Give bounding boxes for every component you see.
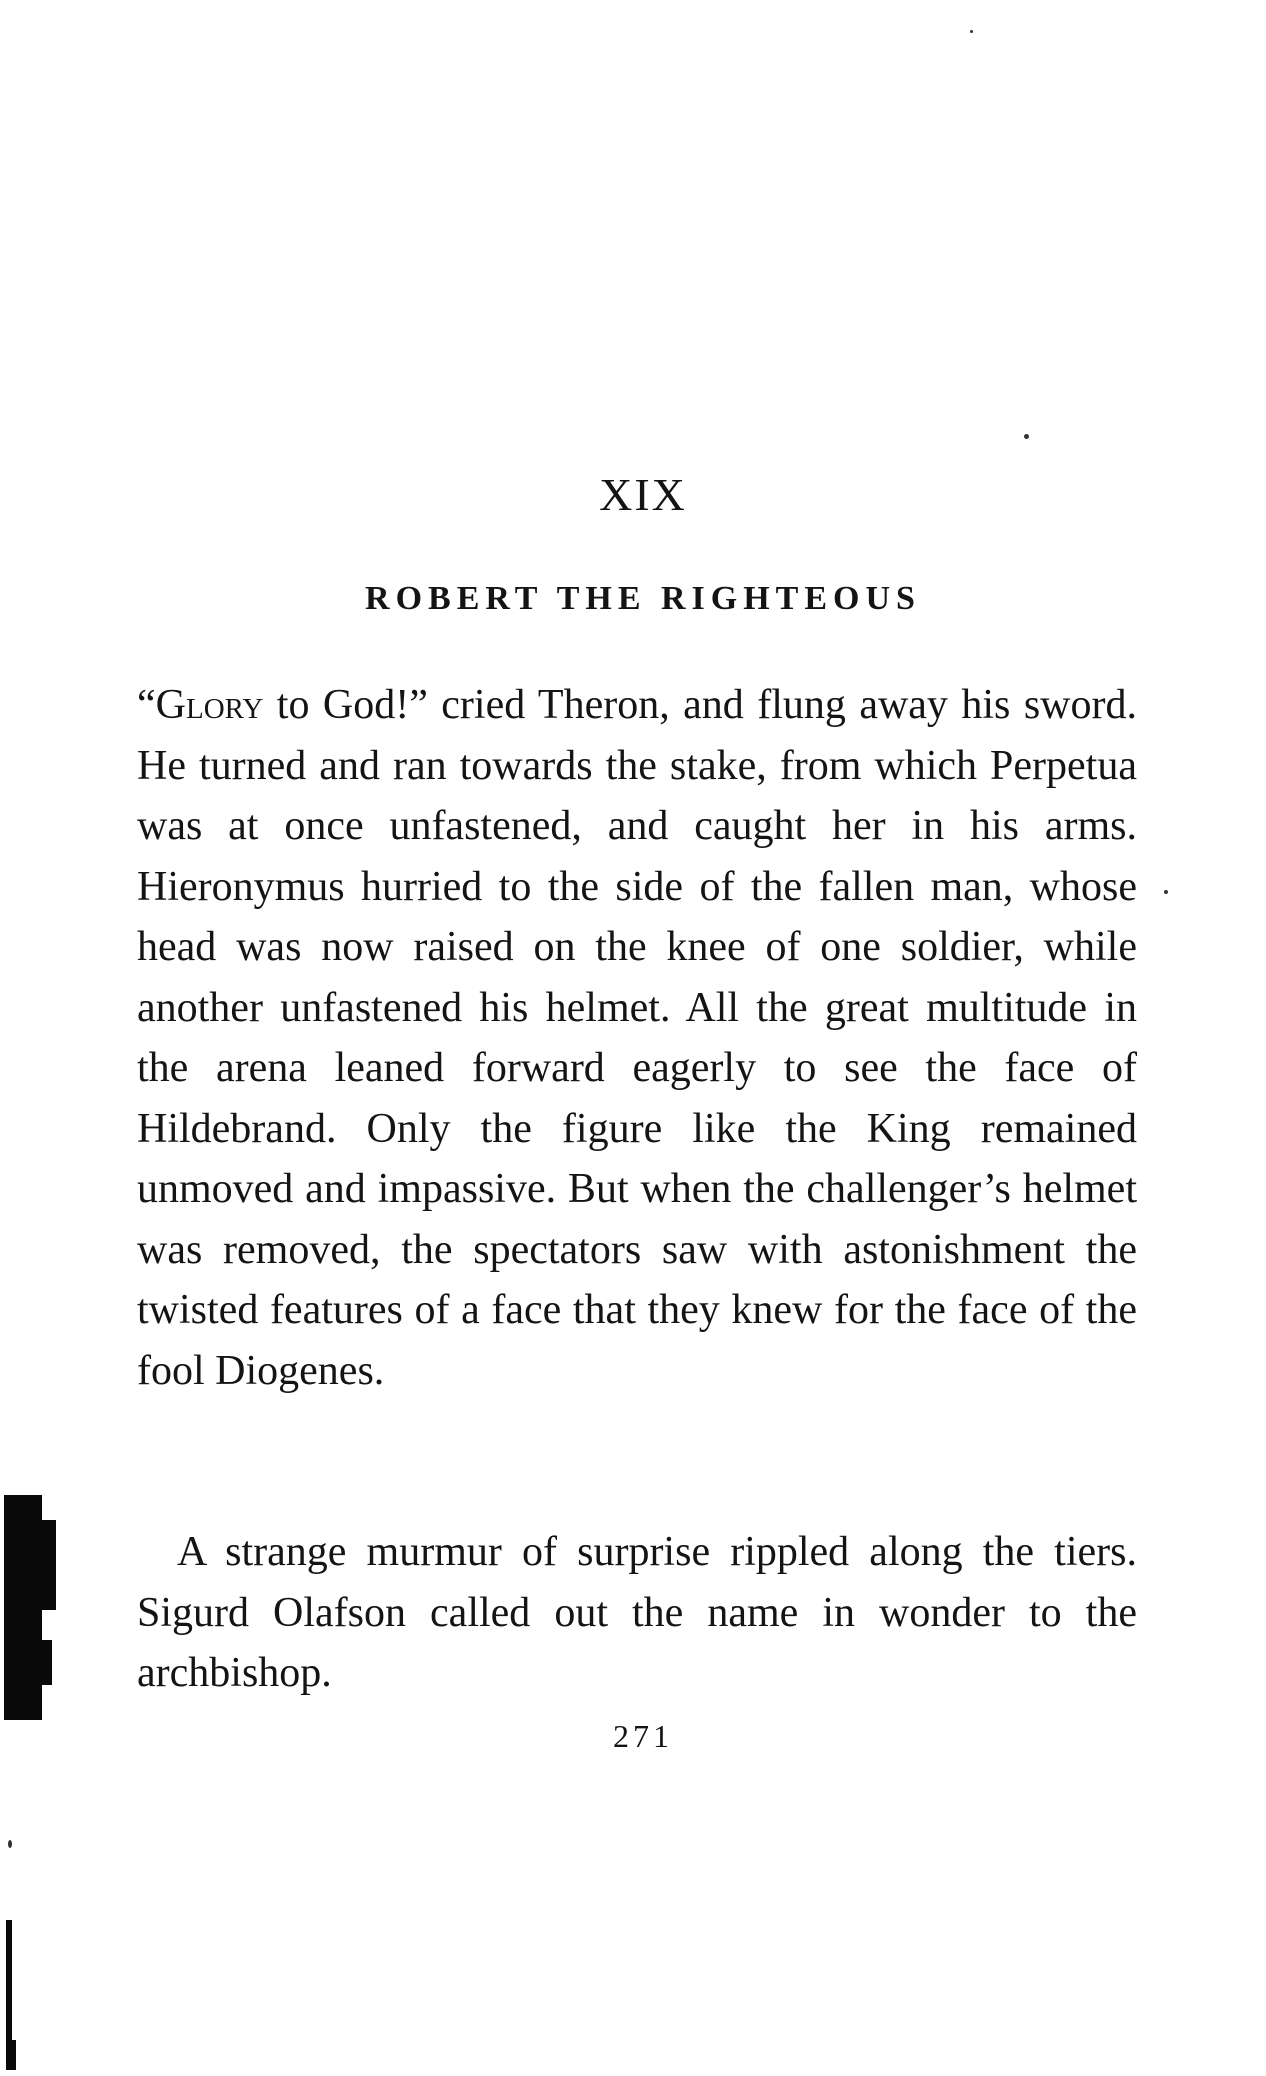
- chapter-title: ROBERT THE RIGHTEOUS: [365, 580, 921, 617]
- paragraph-2: A strange murmur of surprise rippled along the tiers. Sigurd Olafson called out the name in wonder to the archbishop.: [137, 1529, 1137, 1696]
- scan-edge-artifact: [38, 1520, 56, 1610]
- page-number: 271: [613, 1718, 673, 1754]
- smallcaps-opening-word: Glory: [155, 682, 264, 728]
- chapter-number: XIX: [599, 469, 687, 520]
- scan-speck: [1164, 890, 1168, 894]
- open-quote: “: [137, 682, 156, 728]
- paragraph-1: [137, 675, 1137, 1401]
- scan-edge-artifact: [38, 1640, 52, 1685]
- scan-edge-artifact: [6, 1920, 12, 2040]
- scan-speck: [970, 30, 973, 33]
- scan-speck: [1024, 434, 1029, 439]
- scan-edge-artifact: [6, 2040, 16, 2070]
- scan-edge-artifact: [4, 1495, 42, 1720]
- paragraph-1-text: to God!” cried Theron, and flung away his sword. He turned and ran towards the stake, from which Perpetua was at once unfastened, and caught her in his arms. Hieronymus hurried to the side of the fallen man, whose head was now raised on the knee of one soldier, while another unfastened his helmet. All the great multitude in the arena leaned forward eagerly to see the face of Hildebrand. Only the figure like the King remained unmoved and impassive. But when the challenger’s helmet was removed, the spectators saw with astonishment the twisted features of a face that they knew for the face of the fool Diogenes.: [137, 682, 1137, 1394]
- scan-speck: [8, 1840, 12, 1848]
